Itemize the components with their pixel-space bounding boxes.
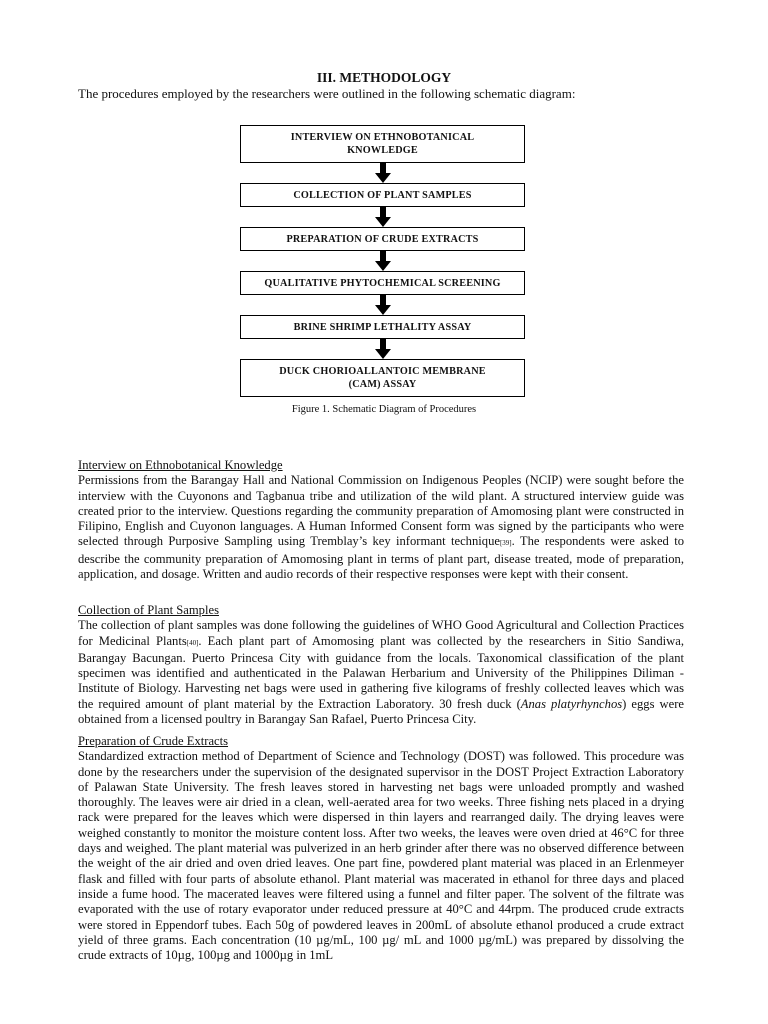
figure-caption: Figure 1. Schematic Diagram of Procedures [291, 404, 477, 415]
body-text: ) eggs were obtained from a licensed poultry in Barangay San Rafael, Puerto Princesa City. [78, 696, 684, 727]
body-text: Permissions from the Barangay Hall and National Commission on Indigenous Peoples (NCIP) were sought before the interview with the Cuyonons and Tagbanua tribe and utilization of the wild plant. A structured interview guide was created prior to the interview. Questions regarding the community preparation of Amomosing plant were constructed in Filipino, English and Cuyonon languages. A Human Informed Consent form was signed by the participants who were selected through Purposive Sampling using Tremblay’s key informant technique [78, 473, 684, 549]
section-heading: Collection of Plant Samples [78, 603, 219, 617]
down-arrow-icon [240, 251, 525, 271]
section-heading: Interview on Ethnobotanical Knowledge [78, 458, 283, 472]
flow-step-text: INTERVIEW ON ETHNOBOTANICAL [290, 132, 475, 143]
flow-step-text: COLLECTION OF PLANT SAMPLES [293, 189, 472, 201]
down-arrow-icon [240, 295, 525, 315]
section-body [78, 618, 684, 727]
flow-step-cam-assay [240, 359, 525, 397]
section-heading: Preparation of Crude Extracts [78, 734, 229, 748]
down-arrow-icon [240, 163, 525, 183]
flow-step-interview [240, 125, 525, 163]
section-title: III. METHODOLOGY [316, 70, 452, 85]
down-arrow-icon [240, 207, 525, 227]
flow-step-text: BRINE SHRIMP LETHALITY ASSAY [293, 321, 472, 333]
body-text: The collection of plant samples was done following the guidelines of WHO Good Agricultural and Collection Practices for Medicinal Plants [78, 618, 684, 648]
flow-step-screening [240, 271, 525, 295]
section-collection [78, 603, 684, 727]
schematic-flowchart [240, 125, 525, 397]
body-text: . The respondents were asked to describe the community preparation of Amomosing plant in terms of plant part, disease treated, mode of preparation, application, and dosage. Written and audio records of their respective responses were kept with their consent. [78, 534, 684, 582]
flow-step-brine-shrimp [240, 315, 525, 339]
species-name: Anas platyrhynchos [520, 696, 623, 711]
citation-ref: [40] [186, 638, 199, 647]
flow-step-text: (CAM) ASSAY [348, 379, 417, 390]
section-interview [78, 458, 684, 582]
flow-step-text: KNOWLEDGE [347, 145, 418, 156]
flow-step-text: PREPARATION OF CRUDE EXTRACTS [286, 233, 479, 245]
flow-step-preparation [240, 227, 525, 251]
section-body [78, 473, 684, 582]
flow-step-text: QUALITATIVE PHYTOCHEMICAL SCREENING [264, 277, 501, 289]
down-arrow-icon [240, 339, 525, 359]
flow-step-collection [240, 183, 525, 207]
flow-step-text: DUCK CHORIOALLANTOIC MEMBRANE [279, 366, 486, 377]
body-text: . Each plant part of Amomosing plant was collected by the researchers in Sitio Sandiwa, Barangay Bacungan. Puerto Princesa City with guidance from the locals. Taxonomical classification of the plant specimen was identified and authenticated in the Palawan Herbarium and University of the Philippines Diliman - Institute of Biology. Harvesting net bags were used in gathering five kilograms of freshly collected leaves which was the required amount of plant material by the Extraction Laboratory. 30 fresh duck ( [78, 633, 684, 711]
section-preparation [78, 734, 684, 963]
section-body: Standardized extraction method of Department of Science and Technology (DOST) was followed. This procedure was done by the researchers under the supervision of the designated supervisor in the DOST Project Extraction Laboratory of Palawan State University. The fresh leaves stored in harvesting net bags were unloaded promptly and washed thoroughly. The leaves were air dried in a clean, well-aerated area for two weeks. Three fishing nets placed in a drying rack were prepared for the leaves which were dispersed in thin layers and rearranged daily. The drying leaves were weighed constantly to monitor the moisture content loss. After two weeks, the leaves were oven dried at 46°C for three days and weighed. The plant material was pulverized in an herb grinder after there was no observed difference between the weight of the air dried and oven dried leaves. One part fine, powdered plant material was placed in an Erlenmeyer flask and filled with four parts of absolute ethanol. Plant material was macerated in ethanol for three days and placed inside a fume hood. The macerated leaves were filtered using a funnel and filter paper. The solvent of the filtrate was evaporated with the use of rotary evaporator under reduced pressure at 40°C and 44rpm. The produced crude extracts were stored in Eppendorf tubes. Each 50g of powdered leaves in 200mL of absolute ethanol produced a crude extract yield of three grams. Each concentration (10 µg/mL, 100 µg/ mL and 1000 µg/mL) was prepared by dissolving the crude extracts of 10µg, 100µg and 1000µg in 1mL [78, 749, 684, 963]
intro-text: The procedures employed by the researchers were outlined in the following schematic diagram: [78, 86, 576, 101]
citation-ref: [39] [499, 539, 512, 548]
